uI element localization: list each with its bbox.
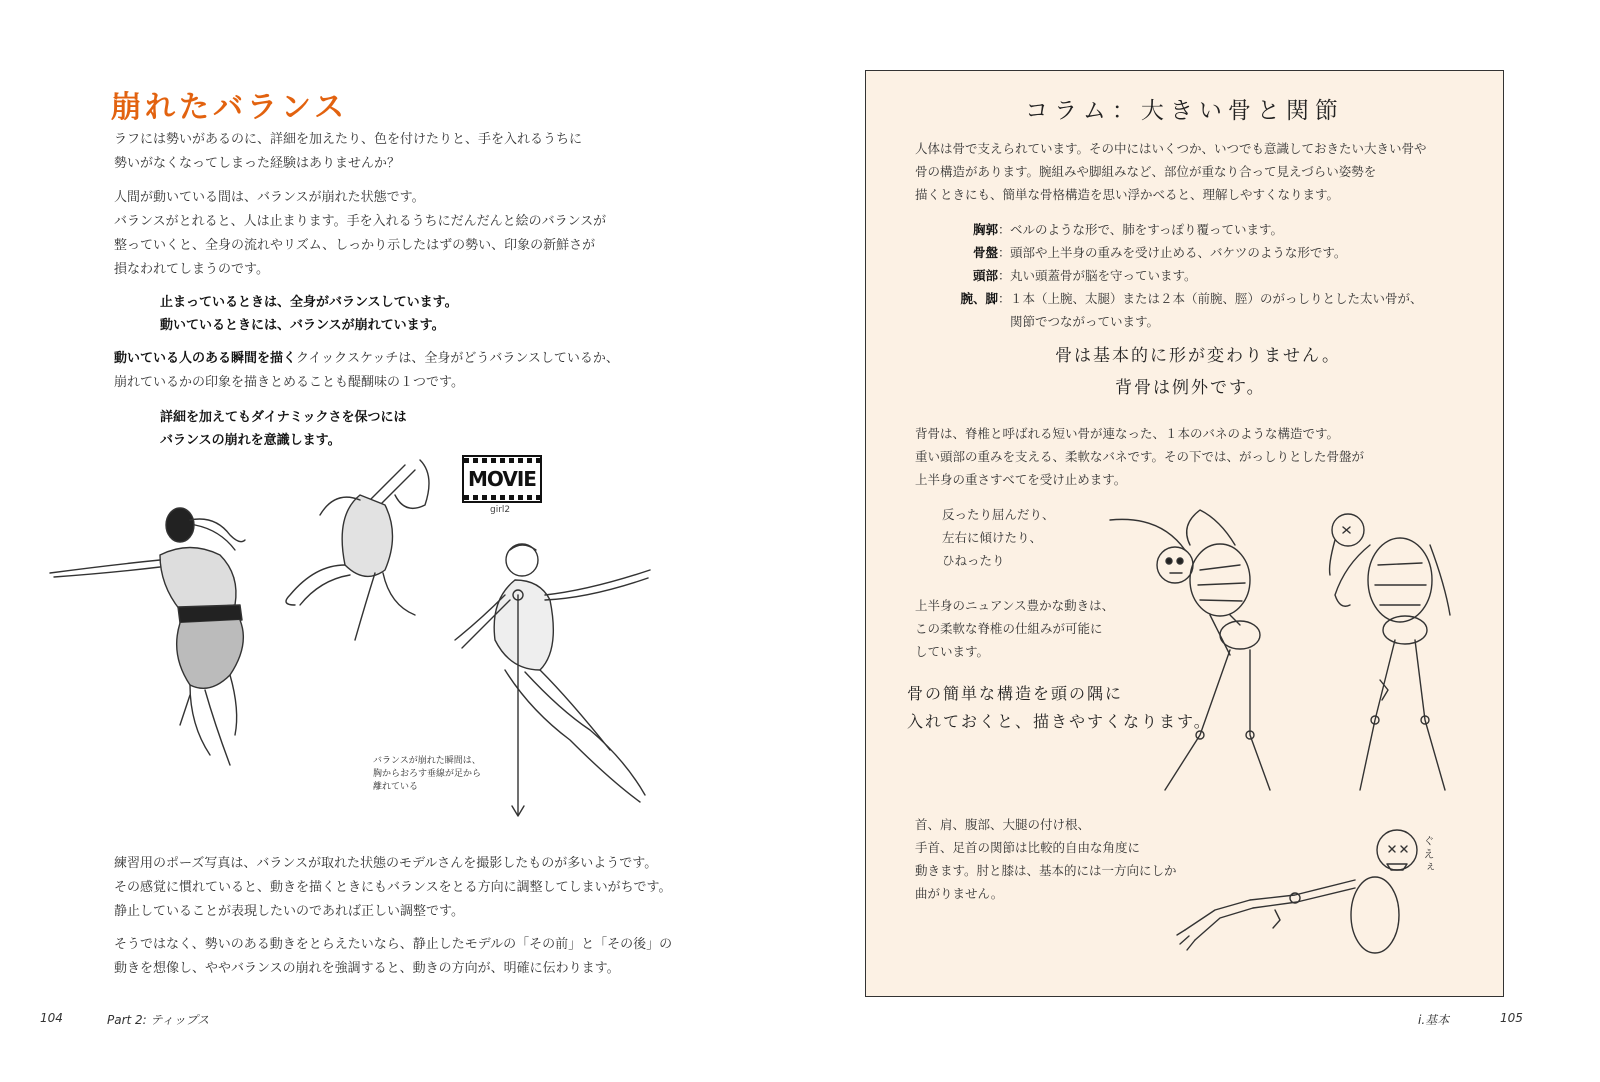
emphasis-line: 動いているときには、バランスが崩れています。: [160, 318, 445, 333]
motion-line: ひねったり: [942, 553, 1005, 568]
emphasis-block-1: [160, 291, 458, 337]
paragraph-line: 人体は骨で支えられています。その中にはいくつか、いつでも意識しておきたい大きい骨や: [915, 141, 1427, 156]
paragraph-line: 損なわれてしまうのです。: [114, 262, 269, 277]
pose-photo-paragraph: [114, 852, 671, 924]
paragraph-line: 首、肩、腹部、大腿の付け根、: [915, 817, 1091, 832]
movie-caption: girl2: [490, 505, 511, 515]
sketch-annotation: [373, 755, 481, 794]
definition-desc: １本（上腕、太腿）または２本（前腕、脛）のがっしりとした太い骨が、: [1010, 291, 1423, 306]
paragraph-line: そうではなく、勢いのある動きをとらえたいなら、静止したモデルの「その前」と「その後」の: [114, 937, 673, 952]
film-strip-bottom: [464, 495, 540, 500]
handwritten-line: 骨の簡単な構造を頭の隅に: [907, 684, 1124, 703]
definition-row: 骨盤：頭部や上半身の重みを受け止める、バケツのような形です。: [948, 241, 1423, 264]
paragraph-line: 曲がりません。: [915, 886, 1004, 901]
definition-row: 頭部：丸い頭蓋骨が脳を守っています。: [948, 264, 1423, 287]
quicksketch-paragraph: [114, 347, 619, 395]
emphasis-line: バランスの崩れを意識します。: [160, 433, 341, 448]
emphasis-line: 詳細を加えてもダイナミックさを保つには: [160, 410, 407, 425]
column-title: コラム：大きい骨と関節: [1025, 98, 1344, 124]
page-title: 崩れたバランス: [111, 90, 349, 125]
page-number-right: 105: [1500, 1011, 1523, 1025]
intro-paragraph: [114, 128, 582, 176]
skeleton-sketch-lying: [1175, 820, 1445, 955]
definition-term: 腕、脚: [960, 291, 998, 306]
section-label-left: Part 2: ティップス: [107, 1013, 210, 1027]
emphasis-line: 止まっているときは、全身がバランスしています。: [160, 295, 458, 310]
movie-badge[interactable]: [462, 455, 542, 503]
dancer-sketch-3: [450, 540, 660, 820]
motion-line: 反ったり屈んだり、: [942, 507, 1055, 522]
paragraph-text: クイックスケッチは、全身がどうバランスしているか、: [296, 351, 619, 366]
paragraph-line: この柔軟な脊椎の仕組みが可能に: [915, 621, 1103, 636]
paragraph-line: 重い頭部の重みを支える、柔軟なバネです。その下では、がっしりとした骨盤が: [915, 449, 1365, 464]
dancer-sketch-1: [40, 495, 270, 775]
paragraph-line: 整っていくと、全身の流れやリズム、しっかり示したはずの勢い、印象の新鮮さが: [114, 238, 596, 253]
joints-paragraph: [915, 813, 1177, 905]
definition-desc: 丸い頭蓋骨が脳を守っています。: [1010, 268, 1197, 283]
paragraph-line: 描くときにも、簡単な骨格構造を思い浮かべると、理解しやすくなります。: [915, 187, 1340, 202]
annotation-line: バランスが崩れた瞬間は、: [373, 756, 481, 766]
dancer-sketch-2: [275, 455, 445, 645]
paragraph-line: 静止していることが表現したいのであれば正しい調整です。: [114, 904, 464, 919]
paragraph-line: 手首、足首の関節は比較的自由な角度に: [915, 840, 1141, 855]
handwritten-note-1: [1055, 340, 1341, 404]
paragraph-line: 上半身の重さすべてを受け止めます。: [915, 472, 1127, 487]
motion-line: 左右に傾けたり、: [942, 530, 1043, 545]
definition-row: 胸郭：ベルのような形で、肺をすっぽり覆っています。: [948, 218, 1423, 241]
balance-paragraph: [114, 186, 606, 282]
definition-term: 頭部: [972, 268, 998, 283]
skeleton-sketch-pair: [1100, 505, 1470, 800]
intro-line: ラフには勢いがあるのに、詳細を加えたり、色を付けたりと、手を入れるうちに: [114, 132, 583, 147]
paragraph-line: 上半身のニュアンス豊かな動きは、: [915, 598, 1115, 613]
handwritten-line: 骨は基本的に形が変わりません。: [1055, 346, 1342, 366]
paragraph-line: バランスがとれると、人は止まります。手を入れるうちにだんだんと絵のバランスが: [114, 214, 607, 229]
paragraph-line: しています。: [915, 644, 990, 659]
bone-definitions: [948, 218, 1423, 333]
paragraph-line: 崩れているかの印象を描きとめることも醍醐味の１つです。: [114, 375, 464, 390]
definition-term: 骨盤: [972, 245, 998, 260]
definition-desc: 頭部や上半身の重みを受け止める、バケツのような形です。: [1010, 245, 1347, 260]
intro-line: 勢いがなくなってしまった経験はありませんか？: [114, 156, 401, 171]
paragraph-line: 動きを想像し、ややバランスの崩れを強調すると、動きの方向が、明確に伝わります。: [114, 961, 620, 976]
page-number-left: 104: [40, 1011, 63, 1025]
emphasis-block-2: [160, 406, 406, 452]
annotation-line: 離れている: [373, 782, 419, 792]
bold-phrase: 動いている人のある瞬間を描く: [114, 351, 297, 366]
skeleton-sound-effect: ぐえぇ: [1422, 835, 1435, 874]
paragraph-line: 骨の構造があります。腕組みや脚組みなど、部位が重なり合って見えづらい姿勢を: [915, 164, 1377, 179]
column-intro: [915, 137, 1427, 206]
nuance-paragraph: [915, 594, 1114, 663]
paragraph-line: その感覚に慣れていると、動きを描くときにもバランスをとる方向に調整してしまいがちです。: [114, 880, 672, 895]
paragraph-line: 練習用のポーズ写真は、バランスが取れた状態のモデルさんを撮影したものが多いようです。: [114, 856, 658, 871]
paragraph-line: 背骨は、脊椎と呼ばれる短い骨が連なった、１本のバネのような構造です。: [915, 426, 1340, 441]
definition-continuation: 関節でつながっています。: [1010, 314, 1160, 329]
movie-label: MOVIE: [468, 467, 536, 491]
definition-desc: ベルのような形で、肺をすっぽり覆っています。: [1010, 222, 1284, 237]
handwritten-line: 背骨は例外です。: [1115, 378, 1266, 398]
spine-paragraph: [915, 422, 1364, 491]
annotation-line: 胸からおろす垂線が足から: [373, 769, 482, 779]
paragraph-line: 人間が動いている間は、バランスが崩れた状態です。: [114, 190, 425, 205]
section-label-right: i.基本: [1418, 1013, 1450, 1027]
definition-row: 腕、脚：１本（上腕、太腿）または２本（前腕、脛）のがっしりとした太い骨が、: [948, 287, 1423, 310]
spine-motions: [942, 503, 1055, 572]
definition-term: 胸郭: [972, 222, 998, 237]
handwritten-line: 入れておくと、描きやすくなります。: [907, 712, 1212, 731]
motion-paragraph: [114, 933, 672, 981]
paragraph-line: 動きます。肘と膝は、基本的には一方向にしか: [915, 863, 1177, 878]
film-strip-top: [464, 458, 540, 463]
